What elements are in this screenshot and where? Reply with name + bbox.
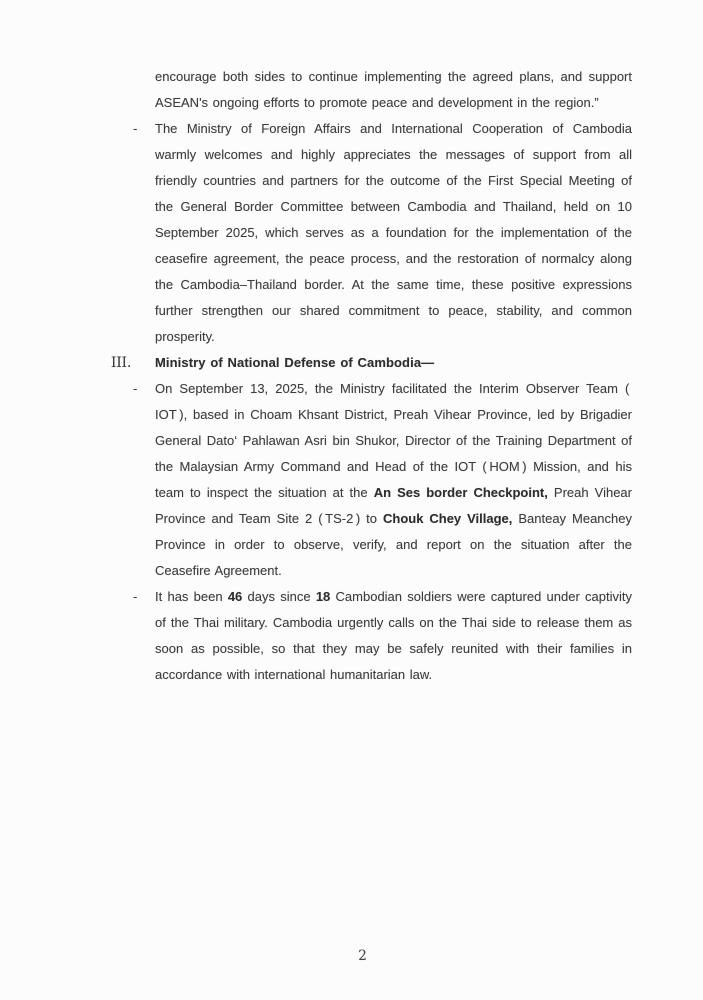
bullet-iot-inspection — [133, 376, 632, 584]
paragraph-quote-continuation: encourage both sides to continue implementing the agreed plans, and support ASEAN's ongoing efforts to promote peace and development in the region.” — [155, 69, 632, 110]
bullet-text: It has been 46 days since 18 Cambodian soldiers were captured under captivity of the Thai military. Cambodia urgently calls on the Thai side to release them as soon as possible, so that they may be safely reunited with their families in accordance with international humanitarian law. — [155, 589, 632, 682]
bullet-text: On September 13, 2025, the Ministry facilitated the Interim Observer Team ( IOT ), based in Choam Khsant District, Preah Vihear Province, led by Brigadier General Dato‘ Pahlawan Asri bin Shukor, Director of the Training Department of the Malaysian Army Command and Head of the IOT ( HOM ) Mission, and his team to inspect the situation at the An Ses border Checkpoint, Preah Vihear Province and Team Site 2 ( TS-2 ) to Chouk Chey Village, Banteay Meanchey Province in order to observe, verify, and report on the situation after the Ceasefire Agreement. — [155, 381, 632, 578]
page-number: 2 — [358, 948, 367, 964]
document-body — [111, 64, 632, 688]
bullet-text: The Ministry of Foreign Affairs and International Cooperation of Cambodia warmly welcomes and highly appreciates the messages of support from all friendly countries and partners for the outcome of the First Special Meeting of the General Border Committee between Cambodia and Thailand, held on 10 September 2025, which serves as a foundation for the implementation of the ceasefire agreement, the peace process, and the restoration of normalcy along the Cambodia–Thailand border. At the same time, these positive expressions further strengthen our shared commitment to peace, stability, and common prosperity. — [155, 121, 632, 344]
section-heading-defense — [111, 350, 632, 376]
section-title: Ministry of National Defense of Cambodia— — [155, 355, 435, 370]
bullet-dash: - — [133, 589, 138, 604]
bullet-dash: - — [133, 381, 138, 396]
bullet-dash: - — [133, 121, 138, 136]
bullet-mfaic-statement — [133, 116, 632, 350]
section-numeral: III. — [111, 355, 132, 371]
bullet-captured-soldiers — [133, 584, 632, 688]
